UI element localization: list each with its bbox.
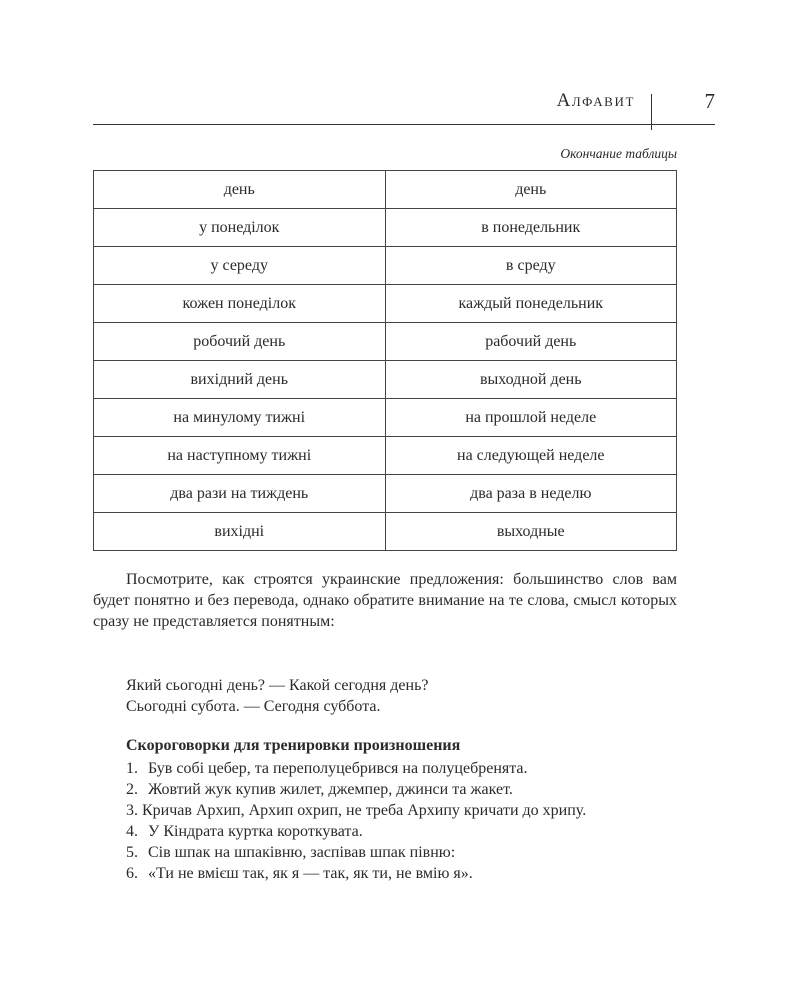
item-text: Жовтий жук купив жилет, джемпер, джинси та жакет. [148,781,513,798]
table-caption: Окончание таблицы [560,146,677,161]
ukrainian-cell: робочий день [94,323,386,361]
table-row [94,513,677,551]
example-sentences [93,675,677,717]
section-title: Скороговорки для тренировки произношения [126,737,461,754]
ukrainian-cell: два рази на тиждень [94,475,386,513]
list-item [93,863,677,884]
russian-cell: на прошлой неделе [385,399,677,437]
table-row [94,323,677,361]
item-text: Сів шпак на шпаківню, заспівав шпак півню: [148,844,456,861]
table-row [94,209,677,247]
intro-paragraph: Посмотрите, как строятся украинские предложения: большинство слов вам будет понятно и без перевода, однако обратите внимание на те слова, смысл которых сразу не представляется понятным: [93,571,677,630]
russian-cell: каждый понедельник [385,285,677,323]
ukrainian-cell: на наступному тижні [94,437,386,475]
item-number: 5. [126,844,138,861]
table-row [94,361,677,399]
list-item [93,779,677,800]
item-number: 4. [126,823,138,840]
page-header [93,86,715,125]
item-text: Був собі цебер, та переполуцебрився на полуцебренята. [148,760,528,777]
ukrainian-cell: вихідні [94,513,386,551]
header-divider [651,94,652,130]
ukrainian-cell: у середу [94,247,386,285]
item-text: У Кіндрата куртка короткувата. [148,823,363,840]
ukrainian-cell: на минулому тижні [94,399,386,437]
list-item [93,800,677,821]
russian-cell: в среду [385,247,677,285]
table-row [94,437,677,475]
item-number: 3. [126,802,138,819]
russian-cell: выходные [385,513,677,551]
table-row [94,285,677,323]
item-number: 1. [126,760,138,777]
page-number: 7 [704,89,715,113]
table-row [94,475,677,513]
item-text: «Ти не вмієш так, як я — так, як ти, не вмію я». [148,865,473,882]
list-item [93,758,677,779]
russian-cell: на следующей неделе [385,437,677,475]
ukrainian-cell: у понеділок [94,209,386,247]
example-line: Який сьогодні день? — Какой сегодня день? [126,677,429,694]
ukrainian-cell: вихідний день [94,361,386,399]
ukrainian-cell: кожен понеділок [94,285,386,323]
table-row [94,171,677,209]
tongue-twister-list [93,758,677,884]
running-title: Алфавит [556,90,635,111]
russian-cell: в понедельник [385,209,677,247]
item-text: Кричав Архип, Архип охрип, не треба Архипу кричати до хрипу. [142,802,587,819]
russian-cell: день [385,171,677,209]
vocabulary-table [93,170,677,551]
russian-cell: рабочий день [385,323,677,361]
russian-cell: два раза в неделю [385,475,677,513]
list-item [93,842,677,863]
russian-cell: выходной день [385,361,677,399]
ukrainian-cell: день [94,171,386,209]
item-number: 2. [126,781,138,798]
table-row [94,399,677,437]
table-row [94,247,677,285]
list-item [93,821,677,842]
example-line: Сьогодні субота. — Сегодня суббота. [126,698,381,715]
item-number: 6. [126,865,138,882]
